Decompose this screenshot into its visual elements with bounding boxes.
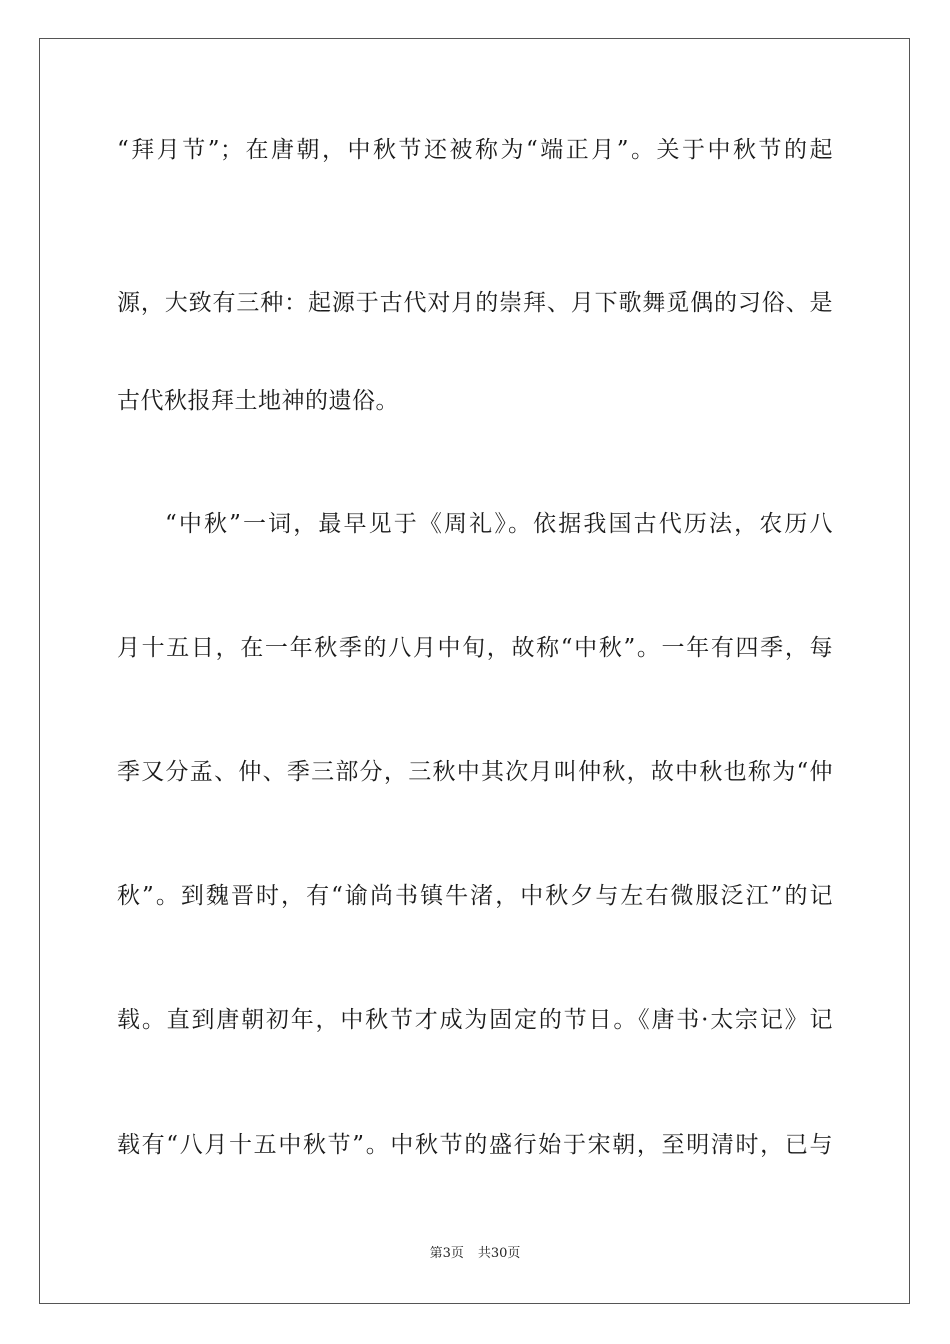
text-line-6: 季又分孟、仲、季三部分，三秋中其次月叫仲秋，故中秋也称为“仲 <box>117 759 833 785</box>
text-line-9: 载有“八月十五中秋节”。中秋节的盛行始于宋朝，至明清时，已与 <box>117 1132 833 1158</box>
text-line-7: 秋”。到魏晋时，有“谕尚书镇牛渚，中秋夕与左右微服泛江”的记 <box>117 883 833 909</box>
text-line-3: 古代秋报拜土地神的遗俗。 <box>117 388 399 414</box>
text-line-8: 载。直到唐朝初年，中秋节才成为固定的节日。《唐书·太宗记》记 <box>117 1007 833 1033</box>
text-line-4: “中秋”一词，最早见于《周礼》。依据我国古代历法，农历八 <box>165 511 833 537</box>
text-line-1: “拜月节”；在唐朝，中秋节还被称为“端正月”。关于中秋节的起 <box>117 137 833 163</box>
page-total: 共30页 <box>477 1246 521 1261</box>
page-footer <box>0 1245 950 1263</box>
page-number: 第3页 <box>429 1246 464 1261</box>
page-border <box>39 38 910 1304</box>
text-line-5: 月十五日，在一年秋季的八月中旬，故称“中秋”。一年有四季，每 <box>117 635 833 661</box>
text-line-2: 源，大致有三种：起源于古代对月的崇拜、月下歌舞觅偶的习俗、是 <box>117 290 833 316</box>
